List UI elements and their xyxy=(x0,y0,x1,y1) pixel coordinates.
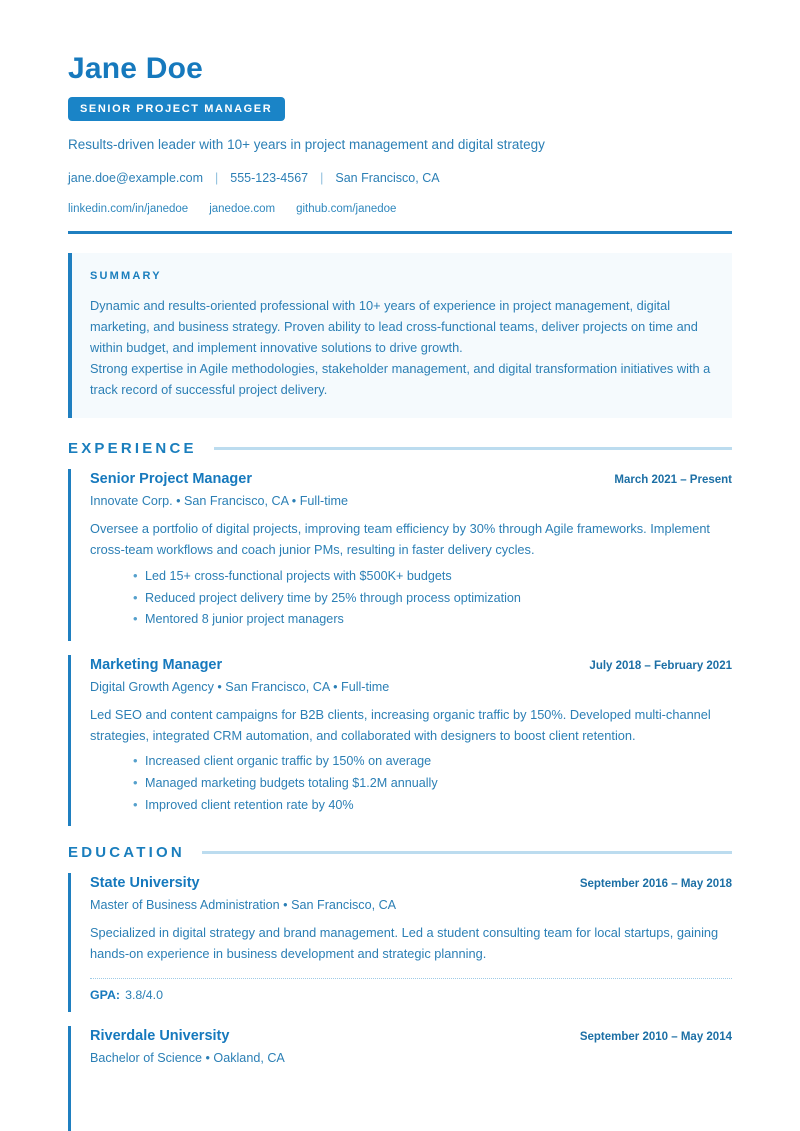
contact-separator: | xyxy=(215,171,219,186)
entry-title: Senior Project Manager xyxy=(90,471,252,488)
experience-entry xyxy=(68,469,732,640)
bullet-item: • Managed marketing budgets totaling $1.2M annually xyxy=(133,773,732,795)
entry-bullet-list xyxy=(90,751,732,816)
page-title: Jane Doe xyxy=(68,52,203,85)
resume-header xyxy=(68,52,732,234)
entry-meta: Master of Business Administration • San Francisco, CA xyxy=(90,898,397,913)
experience-entry xyxy=(68,655,732,826)
entry-meta: Digital Growth Agency • San Francisco, CA • Full-time xyxy=(90,679,390,694)
entry-description: Oversee a portfolio of digital projects, improving team efficiency by 30% through Agile frameworks. Implement cross-team workflows and coach junior PMs, resulting in faster delivery cycles. xyxy=(90,521,710,558)
entry-header xyxy=(90,1028,732,1044)
bullet-item: • Led 15+ cross-functional projects with $500K+ budgets xyxy=(133,566,732,588)
tagline: Results-driven leader with 10+ years in project management and digital strategy xyxy=(68,137,545,152)
bullet-item: • Improved client retention rate by 40% xyxy=(133,795,732,817)
contact-separator: | xyxy=(320,171,324,186)
entry-header xyxy=(90,471,732,487)
bullet-item: • Mentored 8 junior project managers xyxy=(133,609,732,631)
section-header-experience xyxy=(68,440,732,457)
section-rule xyxy=(202,851,732,854)
entry-date: March 2021 – Present xyxy=(614,474,732,487)
job-title-badge: SENIOR PROJECT MANAGER xyxy=(68,97,285,121)
entry-description: Specialized in digital strategy and brand management. Led a student consulting team for local startups, gaining hands-on experience in business development and strategic planning. xyxy=(90,925,719,961)
entry-title: State University xyxy=(90,875,200,892)
entry-header xyxy=(90,657,732,673)
link-website[interactable]: janedoe.com xyxy=(209,203,276,216)
bullet-item: • Reduced project delivery time by 25% through process optimization xyxy=(133,588,732,610)
experience-section xyxy=(68,440,732,826)
entry-header xyxy=(90,875,732,891)
contact-line xyxy=(68,171,732,185)
links-line xyxy=(68,203,732,215)
summary-section xyxy=(68,253,732,418)
gpa-row xyxy=(90,988,732,1002)
education-entry xyxy=(68,1026,732,1131)
education-entry xyxy=(68,873,732,1011)
section-rule xyxy=(214,447,732,450)
education-section xyxy=(68,844,732,1131)
contact-email: jane.doe@example.com xyxy=(68,171,203,186)
entry-description: Led SEO and content campaigns for B2B clients, increasing organic traffic by 150%. Developed multi-channel strategies, integrated CRM automation, and collaborated with designers to boost client retention. xyxy=(90,706,711,743)
contact-location: San Francisco, CA xyxy=(335,171,440,186)
link-linkedin[interactable]: linkedin.com/in/janedoe xyxy=(68,203,189,216)
section-title: EXPERIENCE xyxy=(68,440,197,458)
section-title: EDUCATION xyxy=(68,844,185,862)
entry-date: July 2018 – February 2021 xyxy=(589,659,732,672)
entry-bullet-list xyxy=(90,566,732,631)
entry-divider xyxy=(90,978,732,979)
entry-title: Marketing Manager xyxy=(90,656,223,673)
entry-title: Riverdale University xyxy=(90,1027,230,1044)
summary-paragraph: Strong expertise in Agile methodologies, stakeholder management, and digital transformation initiatives with a track record of successful project delivery. xyxy=(90,360,711,397)
header-divider xyxy=(68,231,732,234)
gpa-value: 3.8/4.0 xyxy=(125,987,163,1002)
gpa-label: GPA: xyxy=(90,987,121,1002)
section-header-education xyxy=(68,844,732,861)
contact-phone: 555-123-4567 xyxy=(230,171,309,186)
summary-heading: SUMMARY xyxy=(90,270,162,283)
summary-paragraph: Dynamic and results-oriented professional with 10+ years of experience in project management, digital marketing, and business strategy. Proven ability to lead cross-functional teams, deliver projects on time and within budget, and implement innovative solutions to drive growth. xyxy=(90,298,698,355)
entry-meta: Innovate Corp. • San Francisco, CA • Full-time xyxy=(90,494,348,509)
entry-meta: Bachelor of Science • Oakland, CA xyxy=(90,1050,285,1065)
link-github[interactable]: github.com/janedoe xyxy=(296,203,397,216)
entry-date: September 2016 – May 2018 xyxy=(579,878,732,891)
bullet-item: • Increased client organic traffic by 150% on average xyxy=(133,751,732,773)
entry-date: September 2010 – May 2014 xyxy=(579,1030,732,1043)
